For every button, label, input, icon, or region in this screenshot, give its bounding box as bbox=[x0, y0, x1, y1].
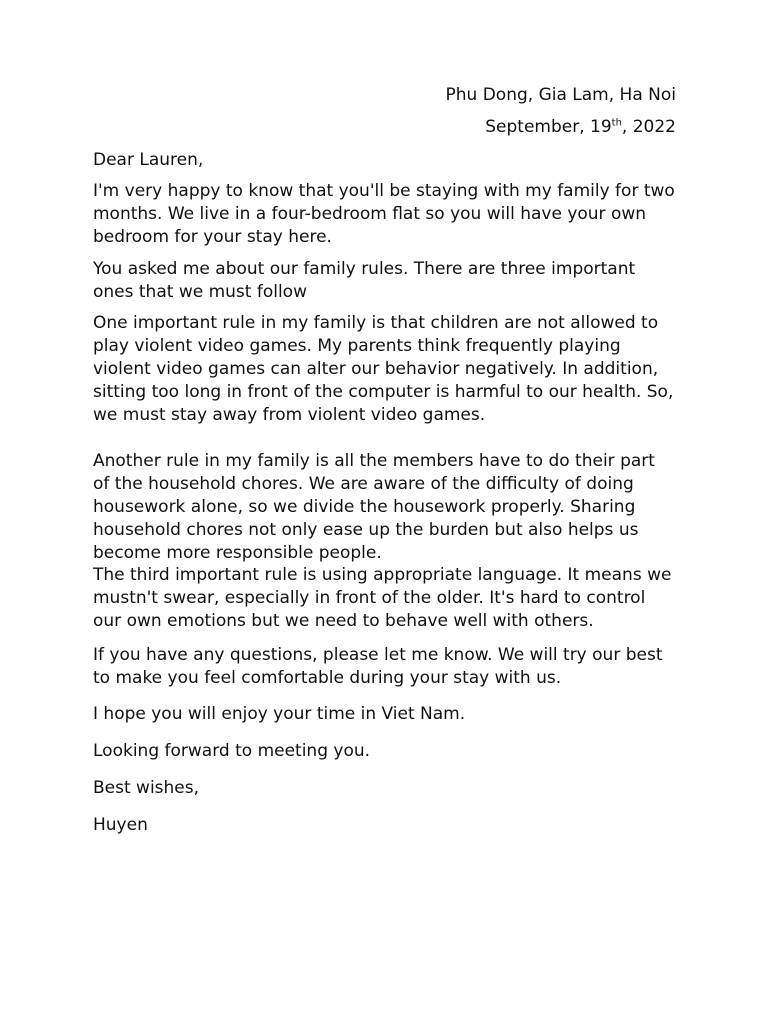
paragraph-rule-one: One important rule in my family is that children are not allowed to play violent video games. My parents think frequently playing violent video games can alter our behavior negatively. In addition, sitting too long in front of the computer is harmful to our health. So, we must stay away from violent video games. bbox=[93, 313, 674, 425]
paragraph-intro: I'm very happy to know that you'll be staying with my family for two months. We live in a four-bedroom flat so you will have your own bedroom for your stay here. bbox=[93, 181, 675, 247]
paragraph-rule-two: Another rule in my family is all the members have to do their part of the household chores. We are aware of the difficulty of doing housework alone, so we divide the housework properly. Sharing household chores not only ease up the burden but also helps us become more responsible people. bbox=[93, 451, 655, 563]
date-ordinal: th bbox=[611, 117, 622, 129]
paragraph-questions: If you have any questions, please let me know. We will try our best to make you feel comfortable during your stay with us. bbox=[93, 644, 663, 688]
paragraph-rule-three: The third important rule is using appropriate language. It means we mustn't swear, especially in front of the older. It's hard to control our own emotions but we need to behave well with others. bbox=[93, 565, 672, 631]
closing: Best wishes, bbox=[93, 777, 200, 798]
date-day: September, 19 bbox=[485, 116, 612, 137]
letter bbox=[93, 84, 676, 837]
signature: Huyen bbox=[93, 814, 148, 835]
paragraph-rules-intro: You asked me about our family rules. There are three important ones that we must follow bbox=[93, 258, 636, 302]
paragraph-enjoy: I hope you will enjoy your time in Viet Nam. bbox=[93, 704, 466, 725]
date-year: , 2022 bbox=[621, 116, 676, 137]
sender-address: Phu Dong, Gia Lam, Ha Noi bbox=[445, 85, 676, 105]
letter-date bbox=[93, 116, 676, 139]
paragraph-looking-forward: Looking forward to meeting you. bbox=[93, 741, 371, 762]
greeting: Dear Lauren, bbox=[93, 149, 204, 170]
